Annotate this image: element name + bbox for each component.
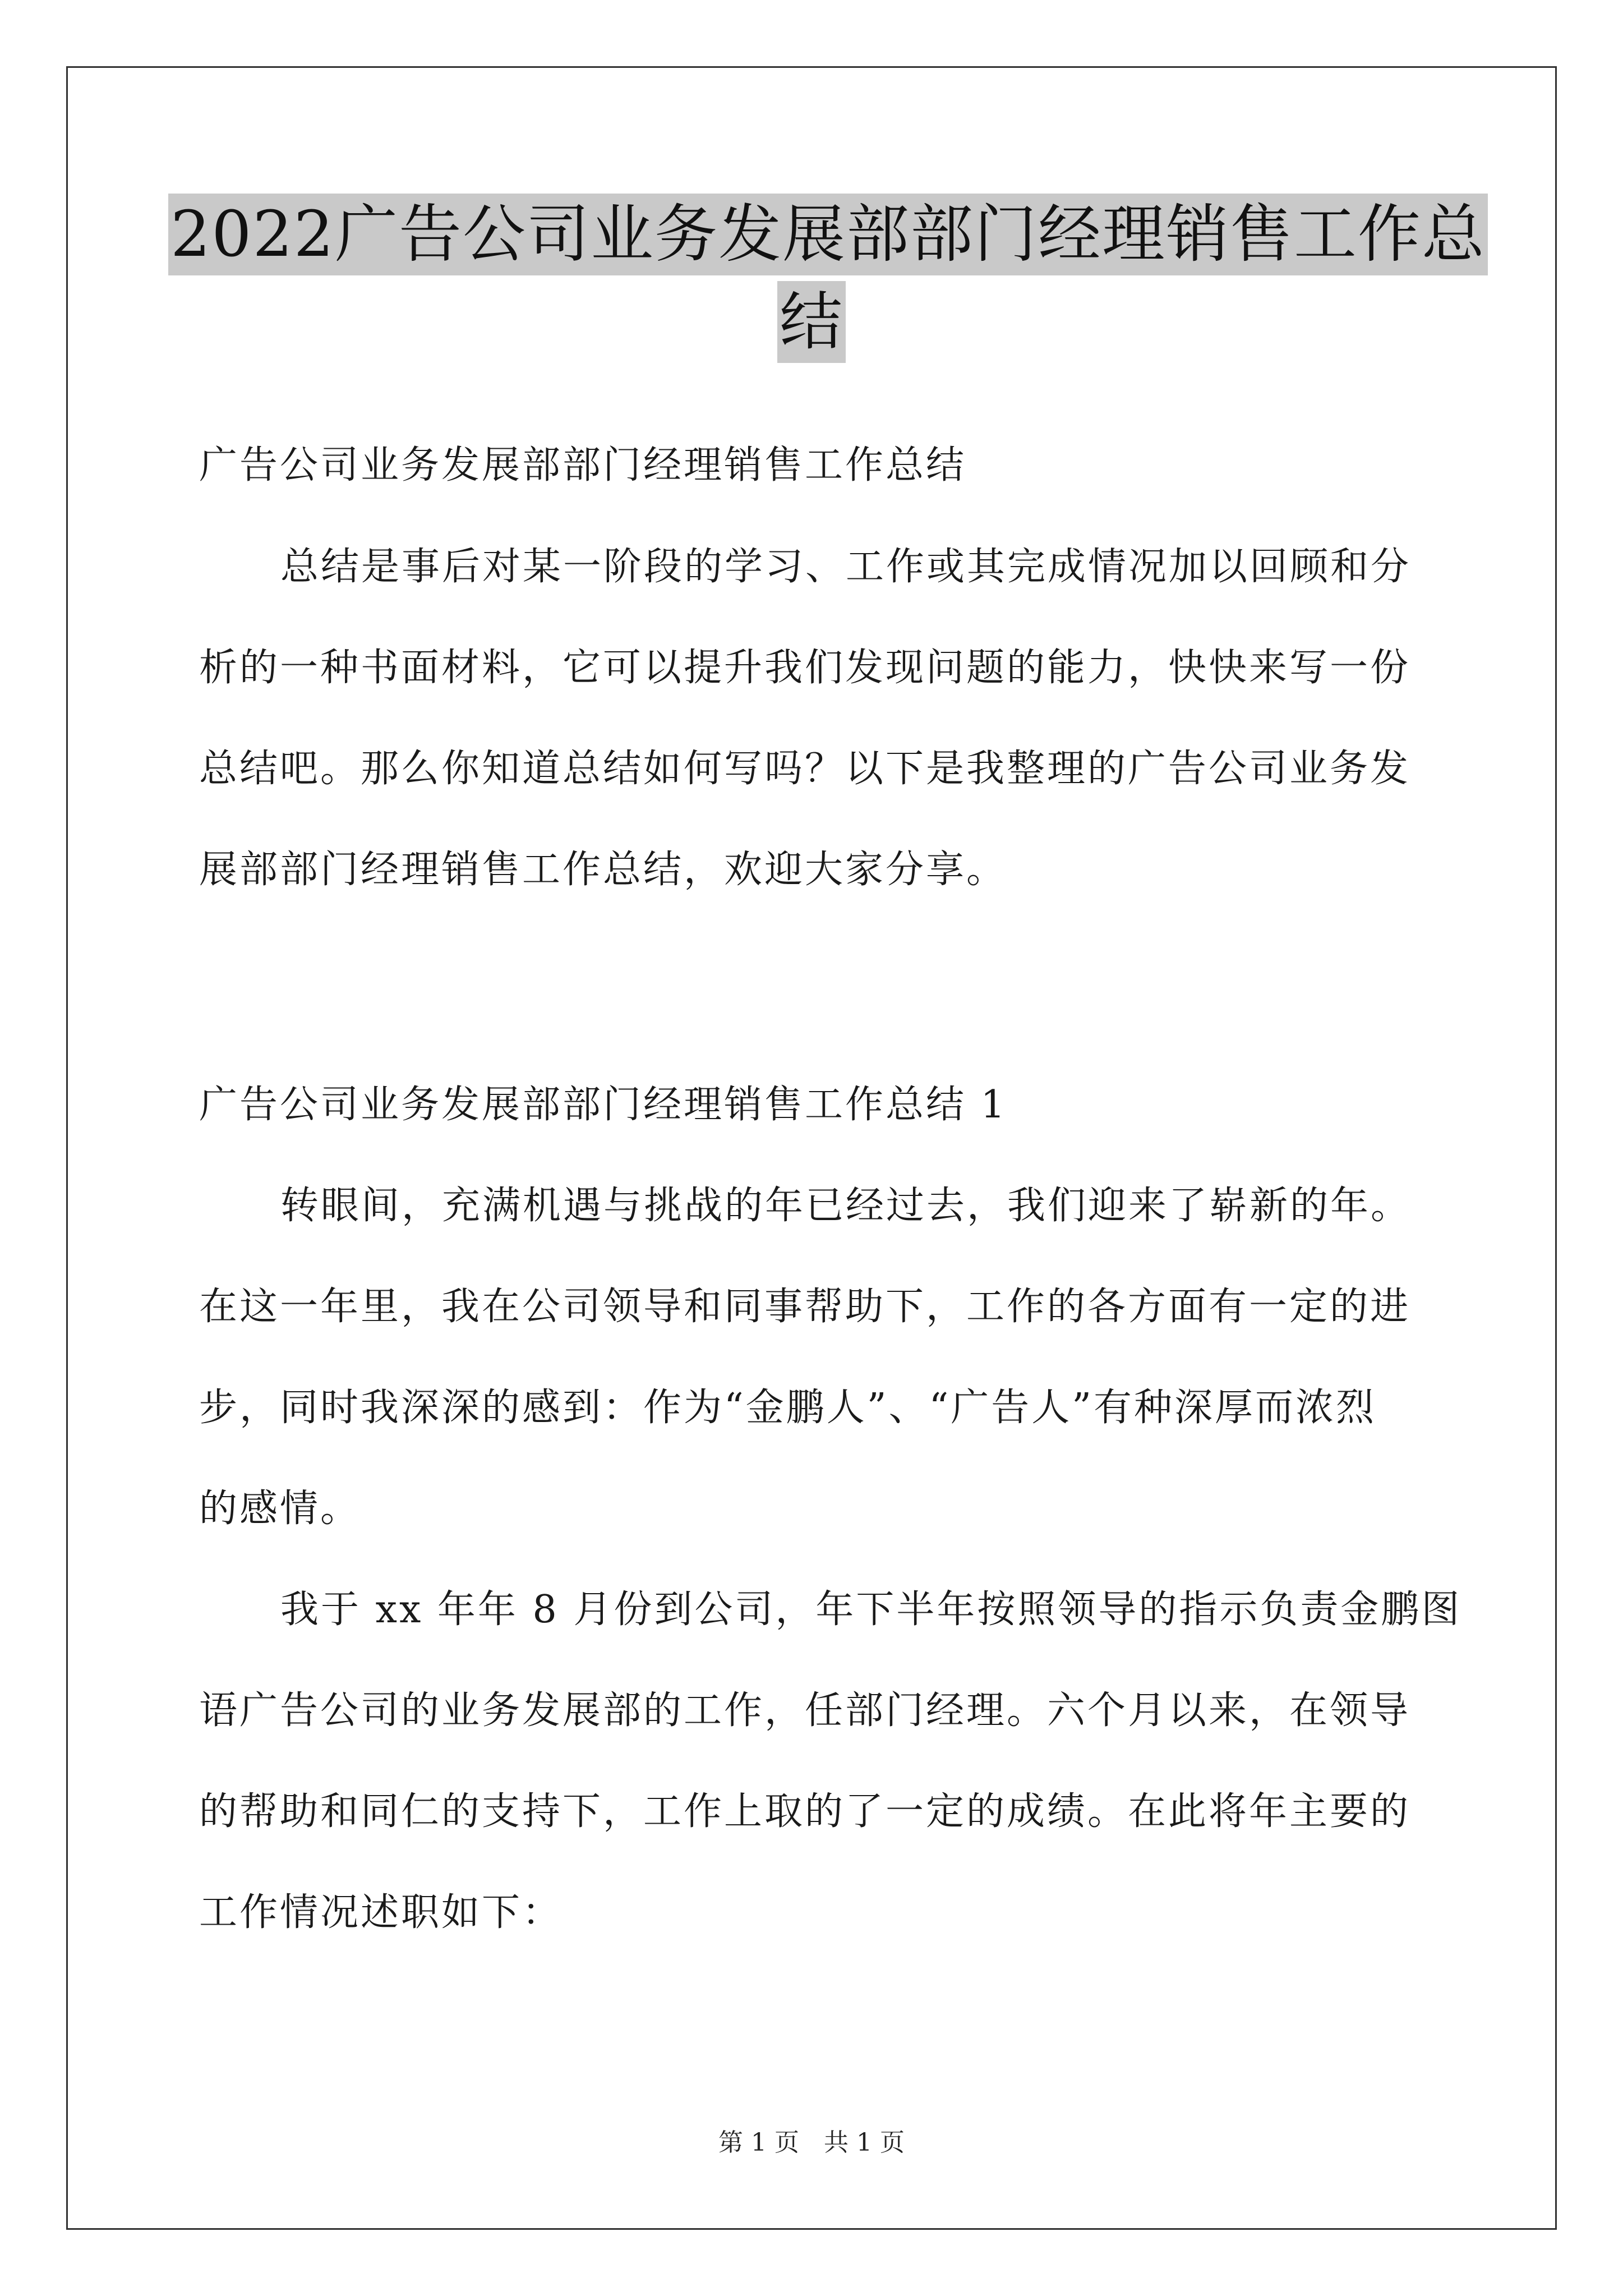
paragraph-line: 语广告公司的业务发展部的工作，任部门经理。六个月以来，在领导: [199, 1688, 1411, 1733]
title-line-2: 结: [777, 281, 846, 363]
intro-line: 展部部门经理销售工作总结，欢迎大家分享。: [199, 848, 1007, 892]
paragraph-line: 在这一年里，我在公司领导和同事帮助下，工作的各方面有一定的进: [199, 1285, 1411, 1329]
paragraph-line: 我于 xx 年年 8 月份到公司，年下半年按照领导的指示负责金鹏图: [280, 1588, 1462, 1632]
paragraph-line: 步，同时我深深的感到：作为“金鹏人”、“广告人”有种深厚而浓烈: [199, 1386, 1377, 1430]
paragraph-line: 的感情。: [199, 1487, 361, 1531]
intro-line: 总结吧。那么你知道总结如何写吗？以下是我整理的广告公司业务发: [199, 747, 1411, 791]
intro-line: 析的一种书面材料，它可以提升我们发现问题的能力，快快来写一份: [199, 646, 1411, 690]
paragraph-line: 工作情况述职如下：: [199, 1890, 563, 1935]
paragraph-line: 的帮助和同仁的支持下，工作上取的了一定的成绩。在此将年主要的: [199, 1789, 1411, 1834]
document-title: [168, 194, 1486, 363]
paragraph-line: 转眼间，充满机遇与挑战的年已经过去，我们迎来了崭新的年。: [280, 1184, 1412, 1228]
page-footer: 第 1 页 共 1 页: [718, 2128, 905, 2157]
section-heading: 广告公司业务发展部部门经理销售工作总结 1: [199, 1083, 1007, 1127]
intro-line: 总结是事后对某一阶段的学习、工作或其完成情况加以回顾和分: [280, 545, 1412, 589]
title-line-1: 2022广告公司业务发展部部门经理销售工作总: [168, 194, 1488, 275]
subtitle: 广告公司业务发展部部门经理销售工作总结: [199, 443, 967, 487]
